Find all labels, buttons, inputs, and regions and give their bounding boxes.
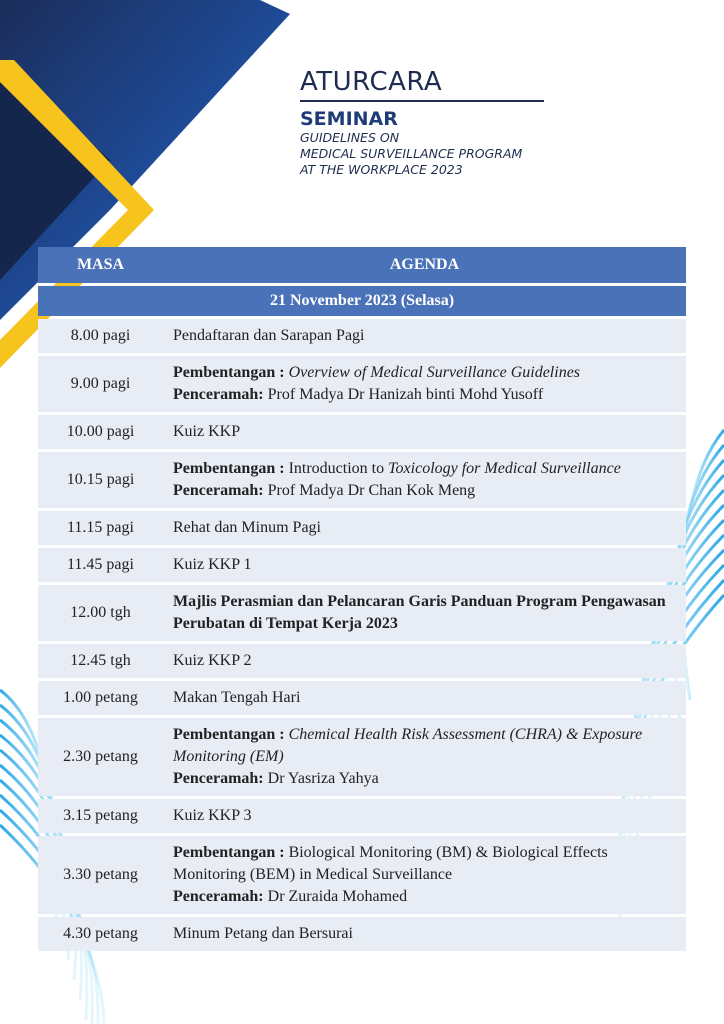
table-row — [38, 917, 686, 951]
agenda-cell: Kuiz KKP 3 — [163, 799, 686, 833]
page-title: ATURCARA — [300, 67, 443, 97]
title-divider — [300, 100, 544, 102]
presentation-title: Biological Monitoring (BM) & Biological Effects Monitoring (BEM) in Medical Surveillance — [173, 844, 608, 883]
agenda-cell: Makan Tengah Hari — [163, 681, 686, 715]
presentation-title: Toxicology for Medical Surveillance — [388, 460, 621, 477]
time-cell: 9.00 pagi — [38, 356, 163, 412]
table-row — [38, 836, 686, 914]
time-cell: 8.00 pagi — [38, 319, 163, 353]
date-label: 21 November 2023 (Selasa) — [38, 286, 686, 316]
time-cell: 1.00 petang — [38, 681, 163, 715]
speaker-label: Penceramah: — [173, 386, 264, 403]
speaker-name: Prof Madya Dr Hanizah binti Mohd Yusoff — [267, 386, 544, 403]
speaker-label: Penceramah: — [173, 888, 264, 905]
table-row — [38, 511, 686, 545]
agenda-cell — [163, 452, 686, 508]
presentation-title: Chemical Health Risk Assessment (CHRA) & Exposure Monitoring (EM) — [173, 726, 643, 765]
presentation-title-prefix: Introduction to — [288, 460, 385, 477]
column-header-time: MASA — [38, 247, 163, 283]
date-row — [38, 286, 686, 316]
table-row — [38, 718, 686, 796]
header — [300, 66, 600, 178]
agenda-cell: Kuiz KKP 1 — [163, 548, 686, 582]
speaker-name: Dr Yasriza Yahya — [267, 770, 379, 787]
subtitle-line-2: MEDICAL SURVEILLANCE PROGRAM — [300, 146, 523, 161]
agenda-cell: Pendaftaran dan Sarapan Pagi — [163, 319, 686, 353]
table-row — [38, 585, 686, 641]
time-cell: 3.30 petang — [38, 836, 163, 914]
agenda-cell: Majlis Perasmian dan Pelancaran Garis Panduan Program Pengawasan Perubatan di Tempat Kerja 2023 — [163, 585, 686, 641]
presentation-label: Pembentangan : — [173, 460, 285, 477]
agenda-cell: Minum Petang dan Bersurai — [163, 917, 686, 951]
agenda-cell — [163, 718, 686, 796]
speaker-label: Penceramah: — [173, 770, 264, 787]
time-cell: 11.15 pagi — [38, 511, 163, 545]
table-row — [38, 681, 686, 715]
table-row — [38, 799, 686, 833]
agenda-cell: Rehat dan Minum Pagi — [163, 511, 686, 545]
agenda-cell — [163, 836, 686, 914]
table-row — [38, 415, 686, 449]
time-cell: 10.15 pagi — [38, 452, 163, 508]
speaker-label: Penceramah: — [173, 482, 264, 499]
speaker-name: Prof Madya Dr Chan Kok Meng — [267, 482, 476, 499]
subtitle-line-1: GUIDELINES ON — [300, 130, 400, 145]
time-cell: 10.00 pagi — [38, 415, 163, 449]
agenda-cell: Kuiz KKP — [163, 415, 686, 449]
presentation-label: Pembentangan : — [173, 726, 285, 743]
table-row — [38, 319, 686, 353]
time-cell: 11.45 pagi — [38, 548, 163, 582]
table-header-row — [38, 247, 686, 283]
presentation-label: Pembentangan : — [173, 844, 285, 861]
speaker-name: Dr Zuraida Mohamed — [267, 888, 408, 905]
agenda-cell: Kuiz KKP 2 — [163, 644, 686, 678]
page-subtitle: SEMINAR — [300, 108, 398, 130]
table-row — [38, 548, 686, 582]
table-row — [38, 644, 686, 678]
time-cell: 2.30 petang — [38, 718, 163, 796]
agenda-table — [38, 244, 686, 954]
agenda-cell — [163, 356, 686, 412]
time-cell: 3.15 petang — [38, 799, 163, 833]
presentation-title: Overview of Medical Surveillance Guidelines — [288, 364, 581, 381]
time-cell: 12.00 tgh — [38, 585, 163, 641]
table-row — [38, 356, 686, 412]
subtitle-line-3: AT THE WORKPLACE 2023 — [300, 162, 463, 177]
column-header-agenda: AGENDA — [163, 247, 686, 283]
time-cell: 4.30 petang — [38, 917, 163, 951]
presentation-label: Pembentangan : — [173, 364, 285, 381]
table-row — [38, 452, 686, 508]
time-cell: 12.45 tgh — [38, 644, 163, 678]
